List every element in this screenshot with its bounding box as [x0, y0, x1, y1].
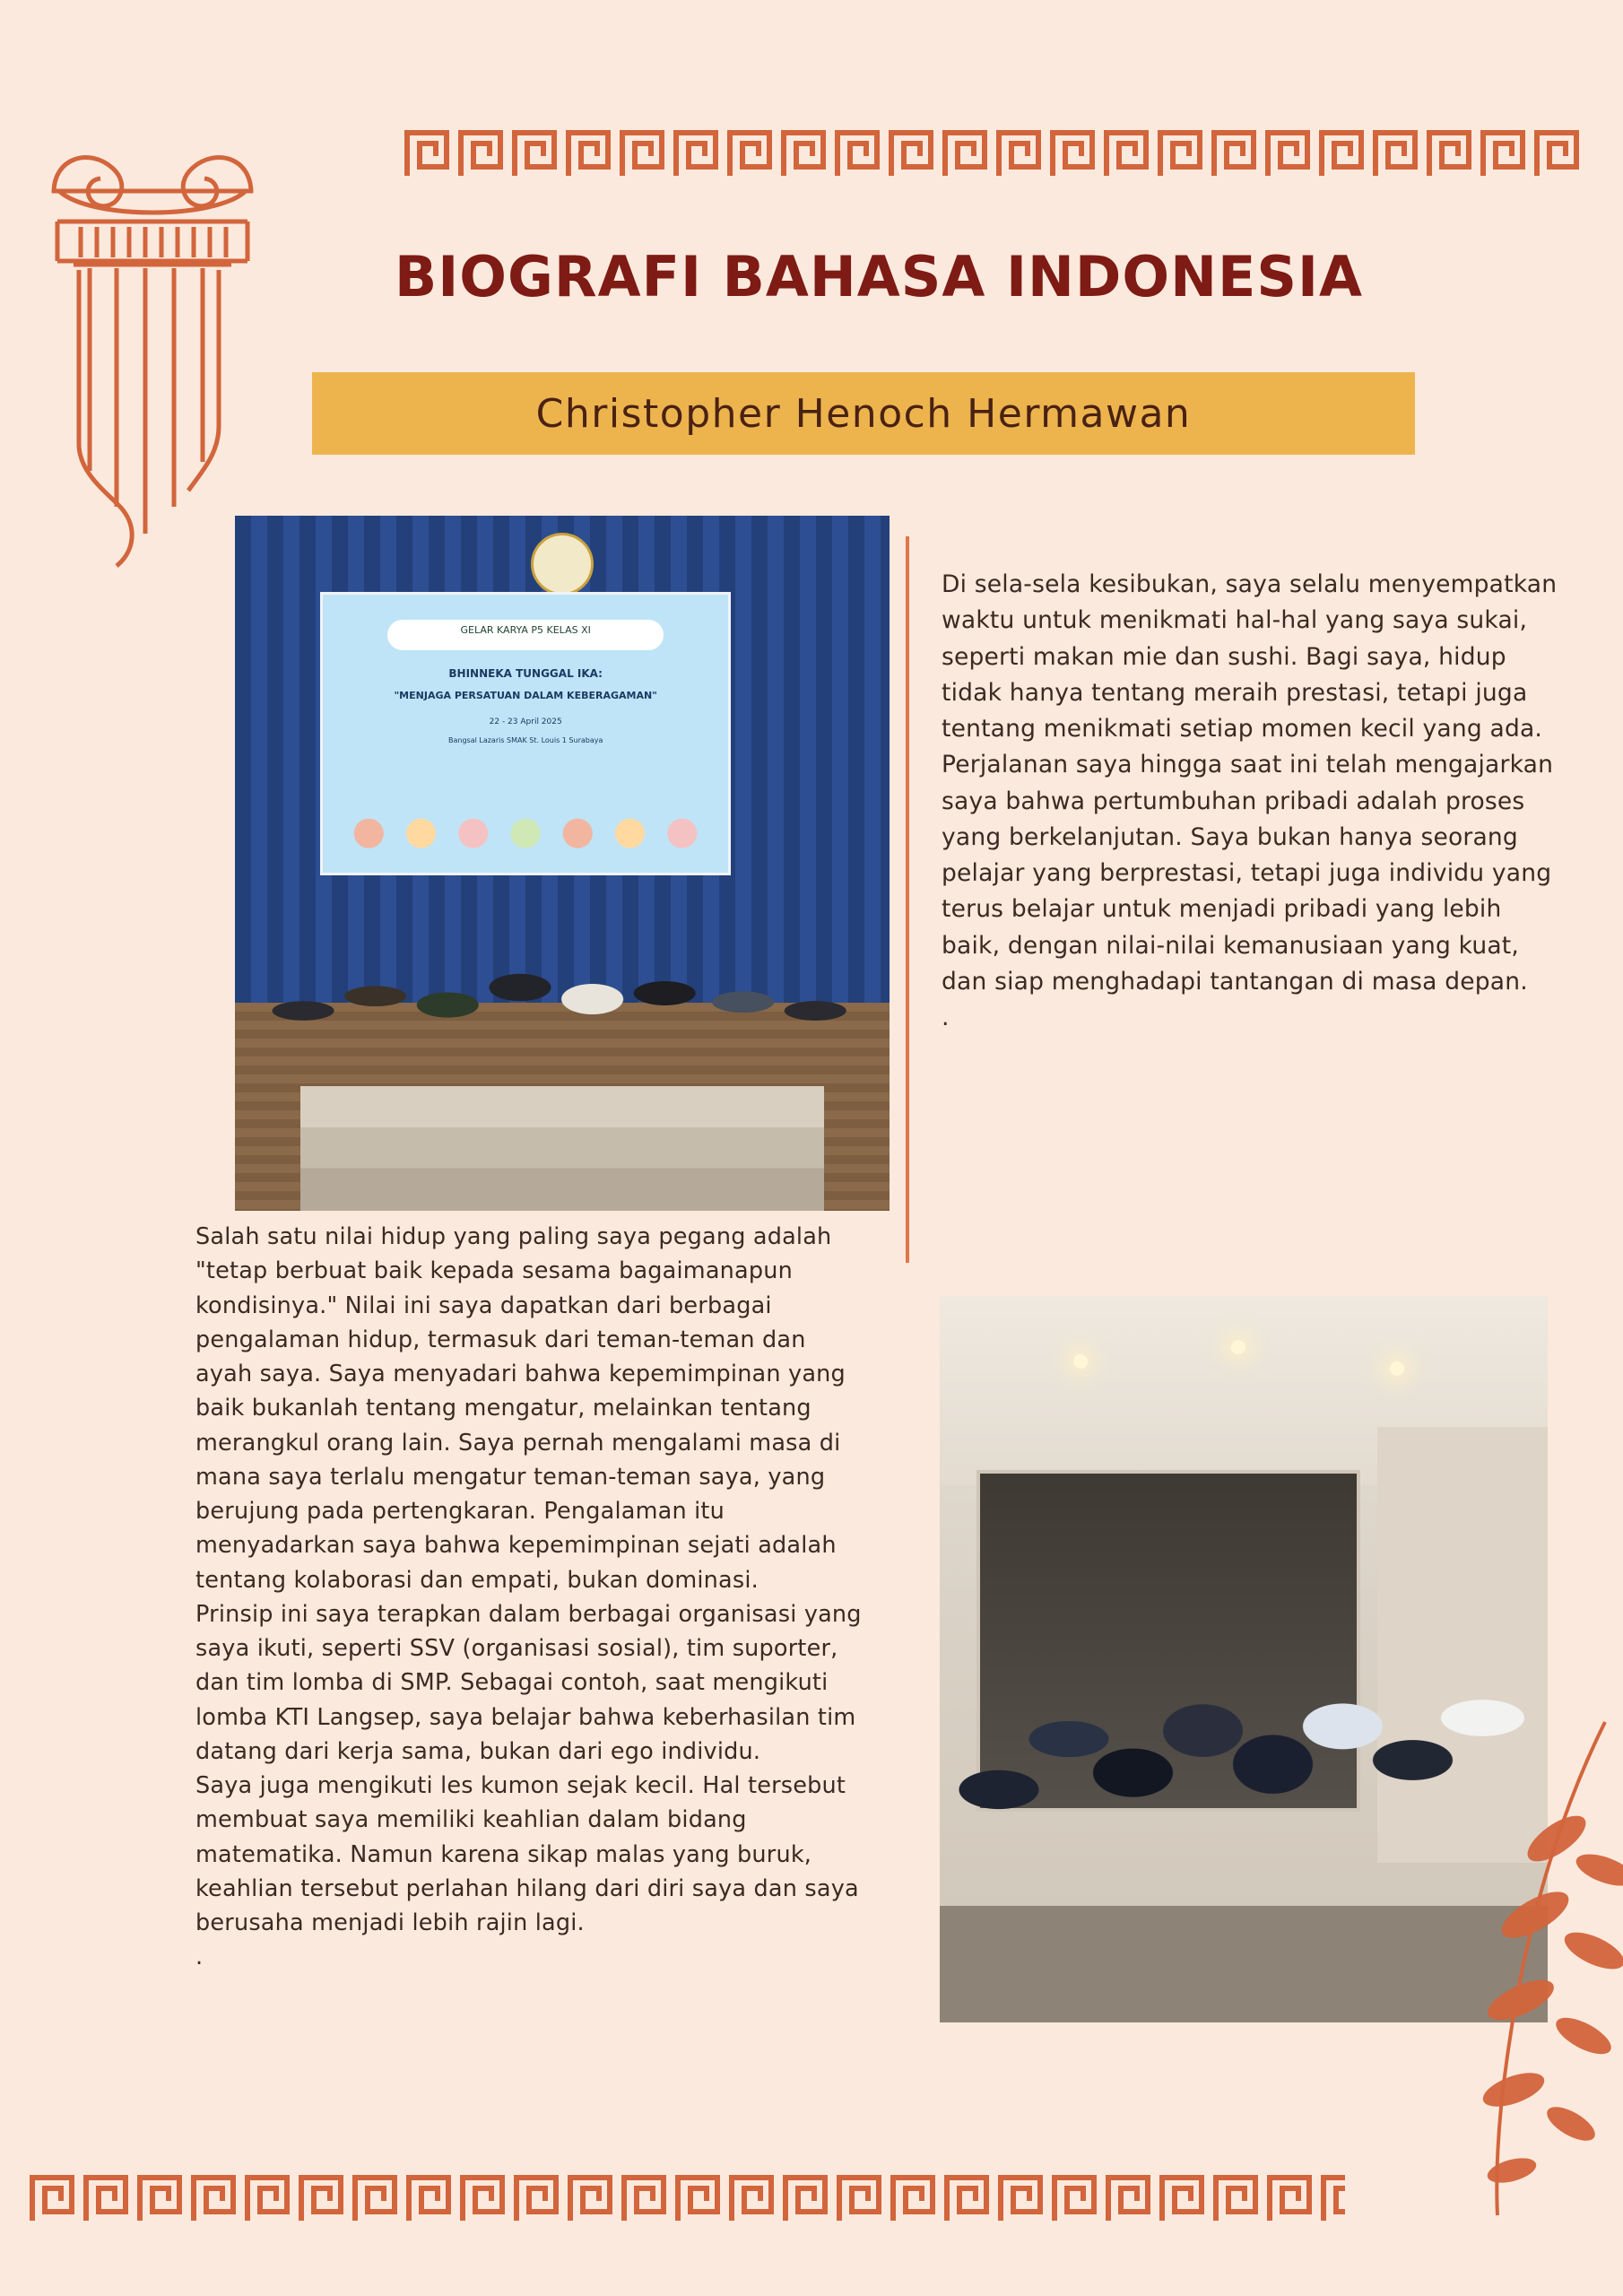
author-name-band — [312, 372, 1415, 455]
author-name: Christopher Henoch Hermawan — [535, 390, 1192, 437]
stage-group-photo — [235, 516, 890, 1211]
left-trailing-dot: . — [195, 1944, 204, 1971]
meander-pattern-top — [402, 126, 1585, 181]
screen-header-text: GELAR KARYA P5 KELAS XI — [460, 623, 591, 636]
right-trailing-dot: . — [942, 1004, 950, 1032]
left-paragraph-3: Saya juga mengikuti les kumon sejak kecil. Hal tersebut membuat saya memiliki keahlian dalam bidang matematika. Namun karena sikap malas yang buruk, keahlian tersebut perlahan hilang dari diri saya dan saya berusaha menjadi lebih rajin lagi. — [195, 1772, 859, 1936]
ionic-column-capital-icon — [27, 85, 305, 587]
top-greek-border — [402, 126, 1585, 181]
page-title: BIOGRAFI BAHASA INDONESIA — [394, 244, 1364, 309]
presentation-screen — [320, 592, 732, 875]
right-column-text — [942, 567, 1560, 1036]
left-column-text — [195, 1220, 864, 1975]
left-paragraph-1: Salah satu nilai hidup yang paling saya pegang adalah "tetap berbuat baik kepada sesama bagaimanapun kondisinya." Nilai ini saya dapatkan dari berbagai pengalaman hidup, termasuk dari teman-teman dan ayah saya. Saya menyadari bahwa kepemimpinan yang baik bukanlah tentang mengatur, melainkan tentang merangkul orang lain. Saya pernah mengalami masa di mana saya terlalu mengatur teman-teman saya, yang berujung pada pertengkaran. Pengalaman itu menyadarkan saya bahwa kepemimpinan sejati adalah tentang kolaborasi dan empati, bukan dominasi. — [195, 1223, 846, 1594]
school-crest-icon — [531, 533, 594, 596]
screen-line2: "MENJAGA PERSATUAN DALAM KEBERAGAMAN" — [394, 689, 657, 701]
leaf-branch-icon — [1336, 1704, 1623, 2224]
meander-pattern-bottom — [27, 2170, 1345, 2226]
left-paragraph-2: Prinsip ini saya terapkan dalam berbagai organisasi yang saya ikuti, seperti SSV (organisasi sosial), tim suporter, dan tim lomba di SMP. Sebagai contoh, saat mengikuti lomba KTI Langsep, saya belajar bahwa keberhasilan tim datang dari kerja sama, bukan dari ego individu. — [195, 1600, 862, 1765]
right-paragraph: Di sela-sela kesibukan, saya selalu menyempatkan waktu untuk menikmati hal-hal yang saya sukai, seperti makan mie dan sushi. Bagi saya, hidup tidak hanya tentang meraih prestasi, tetapi juga tentang menikmati setiap momen kecil yang ada. Perjalanan saya hingga saat ini telah mengajarkan saya bahwa pertumbuhan pribadi adalah proses yang berkelanjutan. Saya bukan hanya seorang pelajar yang berprestasi, tetapi juga individu yang terus belajar untuk menjadi pribadi yang lebih baik, dengan nilai-nilai kemanusiaan yang kuat, dan siap menghadapi tantangan di masa depan. — [942, 570, 1558, 996]
screen-line1: BHINNEKA TUNGGAL IKA: — [448, 666, 603, 680]
vertical-divider — [906, 536, 909, 1263]
screen-line3: 22 - 23 April 2025 — [489, 717, 562, 726]
bottom-greek-border — [27, 2170, 1345, 2226]
screen-line4: Bangsal Lazaris SMAK St. Louis 1 Surabaya — [447, 736, 603, 745]
